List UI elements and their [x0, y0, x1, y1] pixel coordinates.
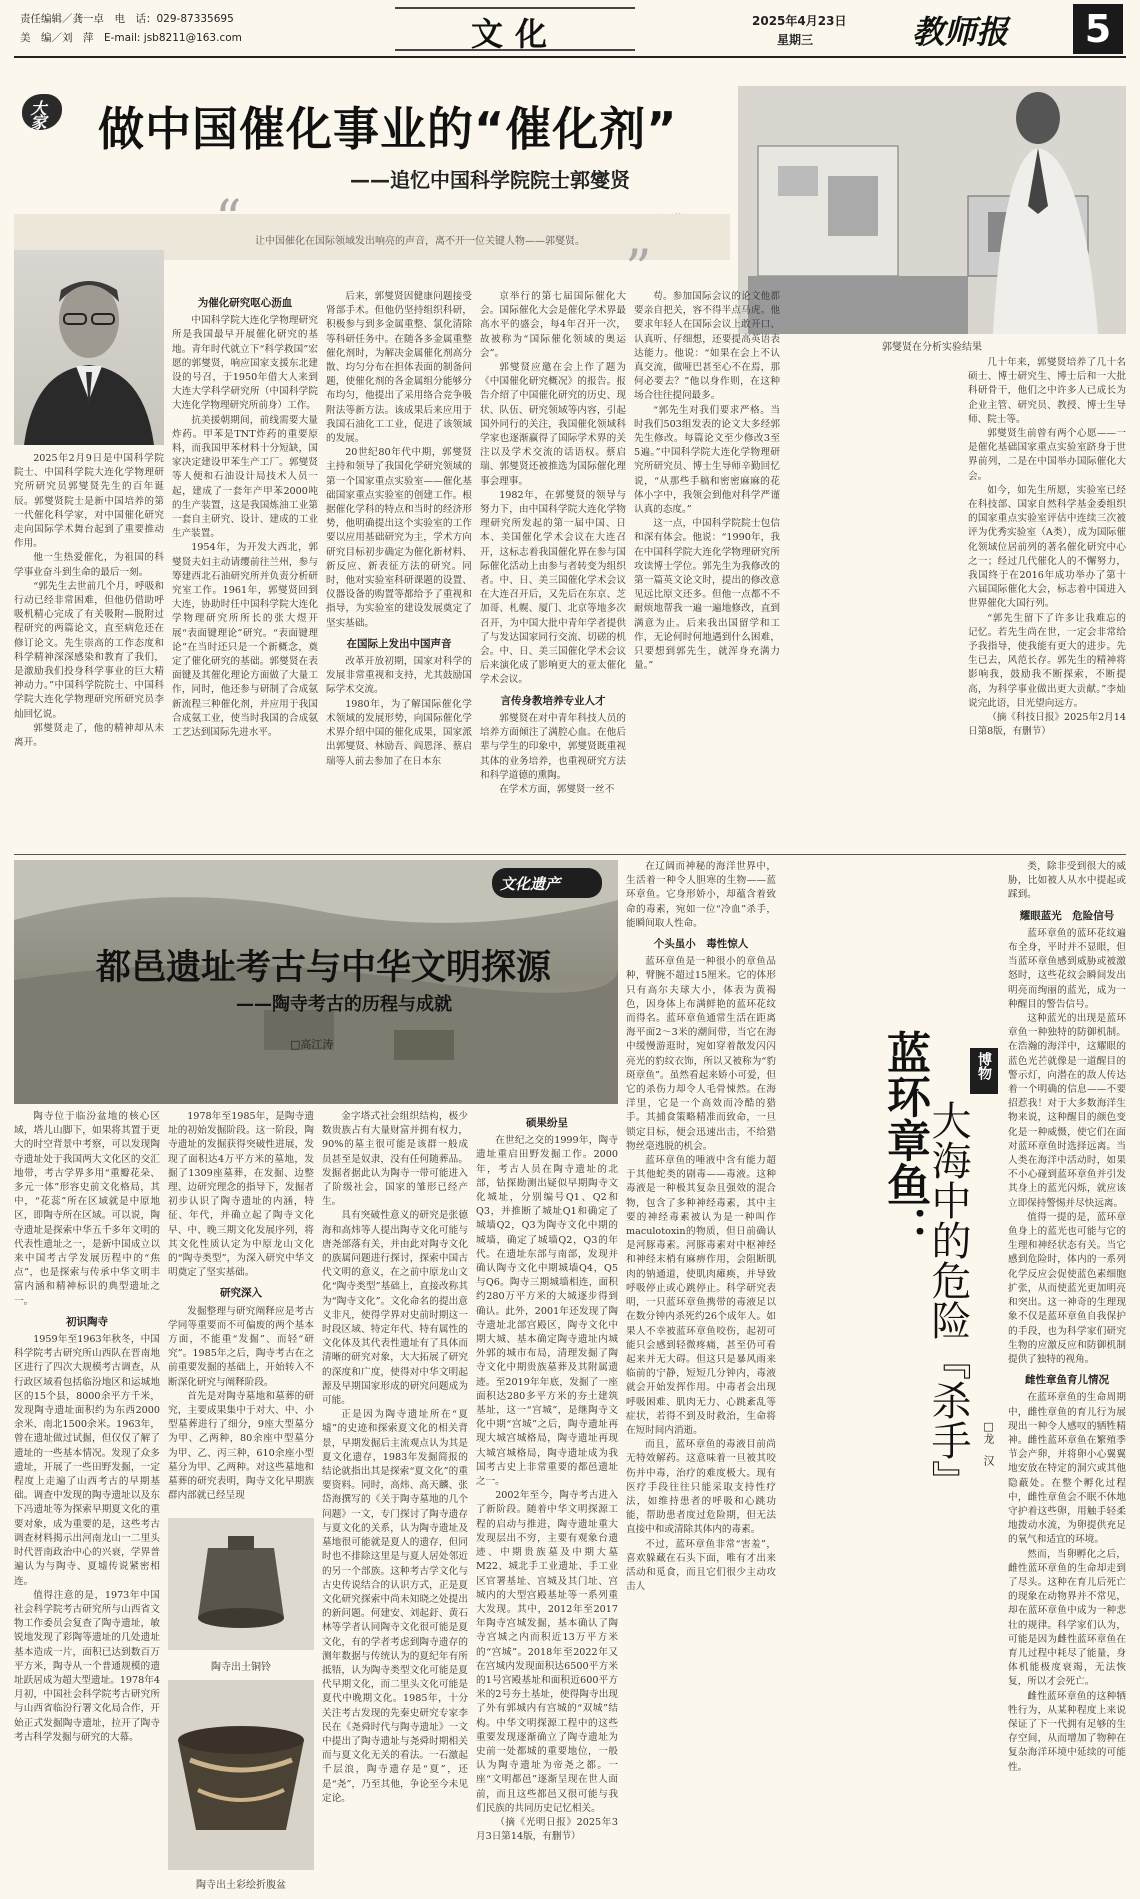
article2-col1	[14, 1110, 160, 1890]
page-number: 5	[1084, 7, 1112, 51]
portrait-photo	[14, 250, 164, 445]
paragraph: 抗美援朝期间，前线需要大量炸药。甲苯是TNT炸药的重要原料，而我国甲苯材料十分短缺，国家决定建设甲苯生产工厂。郭燮贤等人便和石油设计局技术人员一起，建成了一套年产甲苯2000吨的生产装置，这是我国炼油工业第一套自主研究、设计、建成的工业生产装置。	[172, 414, 318, 540]
subheading: 在国际上发出中国声音	[346, 637, 452, 650]
subheading: 初识陶寺	[66, 1315, 108, 1328]
article1-col4	[480, 290, 626, 846]
issue-date: 2025年4月23日	[752, 14, 847, 28]
masthead	[0, 0, 1140, 58]
article2-subtitle: ——陶寺考古的历程与成就	[236, 994, 452, 1015]
paragraph: 蓝环章鱼的蓝环花纹遍布全身，平时并不显眼，但当蓝环章鱼感到威胁或被激怒时，这些花纹会瞬间发出明亮而绚丽的蓝光，成为一种醒目的警告信号。	[1008, 927, 1126, 1010]
paragraph: 在辽阔而神秘的海洋世界中，生活着一种令人胆寒的生物——蓝环章鱼。它身形娇小，却蕴含着致命的毒素，宛如一位“冷血”杀手，能瞬间取人性命。	[626, 861, 776, 929]
lab-photo-caption: 郭燮贤在分析实验结果	[882, 342, 982, 353]
article1-col3	[326, 290, 472, 846]
paragraph: 然而，当卵孵化之后，雌性蓝环章鱼的生命却走到了尽头。这种在育儿后死亡的现象在动物界并不常见，却在蓝环章鱼中成为一种悲壮的规律。科学家们认为，可能是因为雌性蓝环章鱼在育儿过程中耗尽了能量，身体机能极度衰竭，无法恢复，所以才会死亡。	[1008, 1548, 1126, 1688]
subheading: 个头虽小 毒性惊人	[653, 938, 749, 951]
bowu-badge-text: 博物	[976, 1052, 992, 1080]
article1-subtitle: ——追忆中国科学院院士郭燮贤	[350, 168, 630, 192]
paragraph: 中国科学院大连化学物理研究所是我国最早开展催化研究的基地。青年时代就立下“科学救国”宏愿的郭燮贤，响应国家支援东北建设的号召，于1950年借大人来到大连大学科学研究所（中国科学院大连化学物理研究所前身）工作。	[172, 315, 318, 412]
paragraph: 这一点，中国科学院院士包信和深有体会。他说：“1990年，我在中国科学院大连化学物理研究所攻读博士学位。郭先生为我修改的第一篇英文论文时，提出的修改意见远比原文还多。但他一点都不不耐烦地帮我一遍一遍地修改，直到满意为止。后来我出国留学和工作，无论何时何地遇到什么困难，只要想到郭先生，就浑身充满力量。”	[634, 518, 780, 672]
paragraph: 类，除非受到很大的威胁，比如被人从水中提起或踩到。	[1008, 861, 1126, 901]
paragraph: 20世纪80年代中期，郭燮贤主持和领导了我国化学研究领域的第一个国家重点实验室——催化基础国家重点实验室的创建工作。根据催化学科的特点和当时的经济形势，他明确提出这个实验室的工作要以应用基础研究为主，学术方向研究目标初步确定为催化新材料、新反应、新表征方法的研究。同时，他对实验室科研课题的设置、仪器设备的购置等都给予了重视和指导，为实验室的建设发展奠定了坚实基础。	[326, 447, 472, 629]
section-title: 文化	[470, 15, 559, 53]
paragraph: 金字塔式社会组织结构，极少数贵族占有大量财富并拥有权力，90%的墓主很可能是该群一般成员甚至是奴隶，没有任何随葬品。发掘者据此认为陶寺一带可能进入了阶级社会，国家的雏形已经产生。	[322, 1111, 468, 1208]
paragraph: 雌性蓝环章鱼的这种牺牲行为，从某种程度上来说保证了下一代拥有足够的生存空间，从而增加了物种在复杂海洋环境中延续的可能性。	[1008, 1690, 1126, 1773]
issue-weekday: 星期三	[777, 33, 814, 47]
heritage-badge-text: 文化遗产	[500, 875, 561, 893]
subheading: 硕果纷呈	[526, 1117, 568, 1129]
paragraph: 在学术方面，郭燮贤一丝不	[499, 783, 615, 795]
paragraph: 1959年至1963年秋冬，中国科学院考古研究所山西队在晋南地区进行了四次大规模考古调查，从行政区域看包括临汾地区和运城地区的15个县，8000余平方千米，发现陶寺遗址面积约为东西2000余米、南北1500余米。1963年，曾在遗址做过试掘，但仅仅了解了遗址的一些基本情况。发现了众多遗址，开展了一些田野发掘，一定程度上走遍了山西考古的早期基础。调查中发现的陶寺遗址以及东下冯遗址等为探索早期夏文化的重要对象，成为重要的是，这些考古调查材料揭示出河南龙山一二里头时代晋南政治中心的兴衰，学界普遍认为与陶寺、夏墟传说紧密相连。	[14, 1334, 160, 1587]
paragraph: 这种蓝光的出现是蓝环章鱼一种独特的防御机制。在浩瀚的海洋中，这耀眼的蓝色光芒就像是一道醒目的警示灯，向潜在的敌人传达着一个明确的信息——不要招惹我！对于大多数海洋生物来说，这种醒目的颜色变化是一种威慑，使它们在面对蓝环章鱼时选择远离。当人类在海洋中活动时，如果不小心碰到蓝环章鱼并引发其身上的蓝光闪烁，就应该立即保持警惕并尽快远离。	[1008, 1013, 1126, 1209]
editor-line: 责任编辑／龚一卓 电 话：029-87335695	[20, 13, 234, 25]
paragraph: 首先是对陶寺墓地和墓葬的研究，主要成果集中于对大、中、小型墓葬进行了细分，9座大型墓分为甲、乙两种，80余座中型墓分为甲、乙、丙三种，610余座小型墓分为甲、乙两种。对这些墓地和墓葬的研究表明，陶寺文化早期族群内部就已经呈现	[168, 1390, 314, 1502]
paragraph: 蓝环章鱼的唾液中含有能力超于其他蛇类的剧毒——毒液。这种毒液是一种极其复杂且强效的混合物，包含了多种神经毒素，其中主要的神经毒素被认为是一种叫作maculotoxin的物质，但日前确认是河豚毒素。河豚毒素对中枢神经和神经末梢有麻痹作用，会阻断肌肉的钠通道，使肌肉瘫痪，并导致呼吸停止或心跳停止。科学研究表明，一只蓝环章鱼携带的毒液足以在数分钟内杀死约26个成年人。如果人不幸被蓝环章鱼咬伤，起初可能只会感到轻微疼痛，甚至仍可看起来并无大碍。但这只是暴风雨来临前的宁静，短短几分钟内，毒液就会开始发挥作用。中毒者会出现呼吸困难、肌肉无力、心跳紊乱等症状，若得不到及时救治，生命将在短时间内消逝。	[626, 1155, 776, 1436]
paragraph: 在蓝环章鱼的生命周期中，雌性章鱼的育儿行为展现出一种令人感叹的牺牲精神。雌性蓝环章鱼在繁殖季节会产卵，并将卵小心翼翼地安放在特定的洞穴或其他隐蔽处。在整个孵化过程中，雌性章鱼会不眠不休地守护着这些卵，用触手轻柔地拨动水流，为卵提供充足的氧气和适宜的环境。	[1008, 1392, 1126, 1546]
subheading: 研究深入	[220, 1287, 262, 1300]
paragraph: 正是因为陶寺遗址所在“夏墟”的史迹和探索夏文化的相关背景，早期发掘后主流观点认为其是夏文化遗存，1983年发掘简报的结论就指出其是探索“夏文化”的重要资料。同时，高炜、高天麟、张岱海撰写的《关于陶寺墓地的几个问题》一文，专门探讨了陶寺遗存与夏文化的关系，认为陶寺遗址及墓地很可能就是夏人的遗存，但同时也不排除这里是与夏人居处邻近的另一个部族。这种考古学文化与古史传说结合的认识方式，正是夏文化研究探索中尚未知晓之处提出的新问题。何建安、刘起釪、黄石林等学者认同陶寺文化很可能是夏文化，有的学者考虑到陶寺遗存的测年数据与传统认为的夏纪年有所抵牾，认为陶寺类型文化可能是夏代早期文化，而二里头文化可能是夏代中晚期文化。1985年，十分关注考古发现的先秦史研究专家李民在《尧舜时代与陶寺遗址》一文中提出了陶寺遗址与尧舜时期相关而与夏文化无关的看法。一石激起千层浪，陶寺遗存是“夏”，还是“尧”，乃至其他，争论至今未见定论。	[322, 1409, 468, 1804]
bronze-bell-caption: 陶寺出土铜铃	[211, 1662, 271, 1673]
paragraph: 1980年，为了解国际催化学术领域的发展形势，向国际催化学术界介绍中国的催化成果，国家派出郭燮贤、林励吾、阎恩泽、蔡启瑞等人前去参加了在日本东	[326, 698, 472, 767]
paragraph: 而且，蓝环章鱼的毒液目前尚无特效解药。这意味着一旦被其咬伤并中毒，治疗的难度极大。现有医疗手段往往只能采取支持性疗法，如维持患者的呼吸和心跳功能，帮助患者度过危险期，但无法直接中和或清除其体内的毒素。	[626, 1439, 776, 1536]
paragraph: 郭燮贤应邀在会上作了题为《中国催化研究概况》的报告。报告介绍了中国催化研究的历史、现状、队伍、研究领域等内容，引起国外同行的关注，我国催化领域科学家也逐渐赢得了国际学术界的关注以及学术交流的话语权。蔡启瑞、郭燮贤还被推选为国际催化理事会理事。	[480, 362, 626, 487]
paragraph: 改革开放初期，国家对科学的发展非常重视和支持，尤其鼓励国际学术交流。	[326, 656, 472, 696]
paragraph: 后来，郭燮贤因健康问题接受肾部手术。但他仍坚持组织科研，积极参与到多金属重整、氯化清除等科研任务中。在随各多金属重整催化剂时，为解决金属催化剂高分散、均匀分布在担体表面的制备问题，使催化剂的各金属组分能够分布均匀，他提出了采用络合竞争吸附法等新方法。该成果后来应用于我国石油化工工业，促进了该领域的发展。	[326, 291, 472, 445]
painted-basin-photo	[168, 1680, 314, 1870]
paragraph: 蓝环章鱼是一种很小的章鱼品种，臂腕不超过15厘米。它的体形只有高尔夫球大小，体表为黄褐色，因身体上布满鲜艳的蓝环花纹而得名。蓝环章鱼通常生活在距离海平面2～3米的潮间带，当它在海中缓慢游逛时，宛如穿着散发闪闪亮光的豹纹衣饰，所以又被称为“豹斑章鱼”。虽然看起来娇小可爱，但它的杀伤力却令人毛骨悚然。在海洋里，它是一个高效而冷酷的猎手。其捕食策略精准而致命，一旦锁定目标，便会迅速出击，不给猎物丝毫逃脱的机会。	[626, 956, 776, 1152]
paragraph: 1982年，在郭燮贤的领导与努力下，由中国科学院大连化学物理研究所发起的第一届中国、日本、美国催化学术会议在大连召开，这标志着我国催化界在参与国际催化活动上由参与者转变为组织者。中、日、美三国催化学术会议在大连召开后，又先后在东京、芝加哥、札幌、厦门、北京等地多次召开，为中国大批中青年学者提供了与发达国家同行交流、切磋的机会。中、日、美三国催化学术会议后来演化成了影响更大的亚太催化学术会议。	[480, 489, 626, 686]
bell-shape	[168, 1518, 314, 1650]
pull-quote: 让中国催化在国际领域发出响亮的声音，离不开一位关键人物——郭燮贤。	[255, 236, 585, 247]
quote-open-icon: “	[215, 190, 242, 250]
article3-title-main: 蓝环章鱼：	[879, 1030, 930, 1250]
article2-col2	[168, 1110, 314, 1510]
paragraph: 值得注意的是，1973年中国社会科学院考古研究所与山西省文物工作委员会复查了陶寺遗址，敏锐地发现了彩陶等遗址的几处遗址基本造成一片，面积已达到数百万平方米，陶寺从一个普通规模的遗址跃居成为超大型遗址。1978年4月初，中国社会科学院考古研究所与山西省临汾行署文化局合作，开始正式发掘陶寺遗址，拉开了陶寺考古科学发掘与研究的大幕。	[14, 1589, 160, 1743]
bronze-bell-photo	[168, 1518, 314, 1650]
paragraph: 郭燮贤在对中青年科技人员的培养方面倾注了满腔心血。在他后辈与学生的印象中，郭燮贤既重视其体的业务培养，也重视研究方法和科学道德的熏陶。	[480, 712, 626, 781]
badge-text: 大家	[28, 100, 47, 128]
paragraph: 几十年来，郭燮贤培养了几十名硕士、博士研究生、博士后和一大批科研骨干，他们之中许多人已成长为企业主管、研究员、教授、博士生导师、院士等。	[968, 357, 1126, 425]
paragraph: 2025年2月9日是中国科学院院士、中国科学院大连化学物理研究所研究员郭燮贤先生的百年诞辰。郭燮贤院士是新中国培养的第一代催化科学家，对中国催化研究走向国际学术舞台起到了重要推动作用。	[14, 453, 164, 550]
paragraph: 发掘整理与研究阐释应是考古学同等重要而不可偏废的两个基本方面，不能重“发掘”、而轻“研究”。1985年之后，陶寺考古在之前重要发掘的基础上，开始转入不断深化研究与阐释阶段。	[168, 1305, 314, 1388]
painted-basin-caption: 陶寺出土彩绘折腹盆	[196, 1880, 286, 1891]
article1-col2	[172, 290, 318, 846]
article1-col1	[14, 452, 164, 852]
paragraph: “郭先生去世前几个月，呼吸和行动已经非常困难，但他仍借助呼吸机精心完成了有关吸附—脱附过程研究的两篇论文，直至病危还在修订论文。先生崇高的工作态度和科学精神深深感染和教育了我们，是激励我们投身科学事业的巨大精神动力。”中国科学院院士、中国科学院大连化学物理研究所研究员李灿回忆说。	[14, 580, 164, 720]
portrait-figure	[14, 250, 164, 445]
paragraph: 值得一提的是，蓝环章鱼身上的蓝光也可能与它的生理和神经状态有关。当它感到危险时，体内的一系列化学反应会促使蓝色素细胞扩张，从而使蓝光更加明亮和突出。这一神奇的生理现象不仅是蓝环章鱼自我保护的手段，也为科学家们研究生物的应激反应和防御机制提供了独特的视角。	[1008, 1211, 1126, 1365]
paragraph: 郭燮贤生前曾有两个心愿——一是催化基础国家重点实验室跻身于世界前列，二是在中国举办国际催化大会。	[968, 428, 1126, 482]
paper-name: 教师报	[912, 13, 1009, 51]
subheading: 为催化研究呕心沥血	[197, 297, 293, 309]
article1-col6	[968, 356, 1126, 846]
paragraph: 具有突破性意义的研究是张德海和高炜等人提出陶寺文化可能与唐尧部落有关，并由此对陶寺文化的族属问题进行探讨，探索中国古代文明的意义，在之前中原龙山文化“陶寺类型”基础上，直接改称其为“陶寺文化”。文化命名的提出意义非凡，使得学界对史前时期这一时段区域、特定年代、特有属性的文化体及其代表性遗址有了具体而清晰的研究对象，大大拓展了研究的深度和广度，使得对中华文明起源及早期国家形成的研究问题成为可能。	[322, 1210, 468, 1407]
article2-col4	[476, 1110, 618, 1890]
article2-col3	[322, 1110, 468, 1890]
article2-title: 都邑遗址考古与中华文明探源	[96, 948, 552, 988]
dajia-badge	[18, 84, 72, 138]
paragraph: 郭燮贤走了，他的精神却从未离开。	[14, 722, 164, 749]
paragraph: 陶寺位于临汾盆地的核心区域，塔儿山脚下，如果将其置于更大的时空背景中考察，可以发现陶寺遗址处于我国两大文化区的交汇地带，考古学界多用“重瓣花朵、多元一体”形容史前文化格局，其中，“花蕊”所在区域就是中原地区，即陶寺所在区域。可以说，陶寺遗址是探索中华五千多年文明的代表性遗址之一，是新中国成立以来中国考古学发展历程中的“焦点”，也是探索与传承中华文明丰富内涵和精神标识的典型遗址之一。	[14, 1111, 160, 1307]
article1-col5	[634, 290, 780, 846]
lab-photo	[738, 86, 1126, 334]
subheading: 雌性章鱼育儿情况	[1025, 1374, 1109, 1387]
section-divider	[14, 854, 1126, 855]
quote-close-icon: ”	[625, 240, 652, 300]
paragraph: 如今，如先生所愿，实验室已经在科技部、国家自然科学基金委组织的国家重点实验室评估中连续三次被评为优秀实验室（A类），成为国际催化领域位居前列的著名催化研究中心之一；经过几代催化人的不懈努力，我国终于在2016年成功举办了第十六届国际催化大会，标志着中国进入世界催化大国行列。	[968, 484, 1126, 610]
source-note: （摘《科技日报》2025年2月14日第8版，有删节）	[968, 712, 1126, 738]
paragraph: 2002年至今，陶寺考古进入了新阶段。随着中华文明探源工程的启动与推进，陶寺遗址重大发现层出不穷，主要有观象台遗迹、中期贵族墓及中期大墓M22、城北手工业遗址、手工业区官署基址、宫城及其门址、宫城内的大型宫殿基址等一系列重大发现。其中，2012年至2017年陶寺宫城发掘，基本确认了陶寺宫城之内而积近13万平方米的“宫城”。2018年至2022年又在宫城内发现面积达6500平方米的1号宫殿基址和面积近600平方米的2号夯土基址，使得陶寺出现了外有郭城内有宫城的“双城”结构。中华文明探源工程中的这些重要发现逐渐确立了陶寺遗址为史前一处都城的重要地位，一般认为陶寺遗址为帝尧之都。一座“文明都邑”逐渐呈现在世人面前，而且这些都邑又很可能与我们民族的共同历史记忆相关。	[476, 1490, 618, 1814]
basin-shape	[168, 1680, 314, 1870]
paragraph: 1978年至1985年，是陶寺遗址的初始发掘阶段。这一阶段，陶寺遗址的发掘获得突破性进展，发现了面积达4万平方米的墓地，发掘了1309座墓葬，在发掘、边整理、边研究理念的指导下，发掘者初步认识了陶寺遗址的内涵，特征、年代，并确立起了陶寺文化早、中、晚三期文化发展序列，将其文化性质认定为中原龙山文化的“陶寺类型”，为深入研究中华文明奠定了坚实基础。	[168, 1111, 314, 1279]
paragraph: 他一生热爱催化，为祖国的科学事业奋斗到生命的最后一刻。	[14, 552, 164, 578]
article3-title-sub: 大海中的危险『杀手』	[925, 1100, 971, 1500]
paragraph: 不过，蓝环章鱼非常“害羞”，喜欢躲藏在石头下面，唯有才出来活动和觅食，而且它们很少主动攻击人	[626, 1538, 776, 1593]
subheading: 耀眼蓝光 危险信号	[1019, 909, 1115, 922]
paragraph: 1954年，为开发大西北，郭燮贤夫妇主动请缨前往兰州，参与筹建西北石油研究所并负责分析研究室工作。1961年，郭燮贤回到大连，协助时任中国科学院大连化学物理研究所所长的张大煜开展“表面键理论”研究。“表面键理论”在当时还只是一个新概念，奠定了催化研究的基础。郭燮贤在表面键及其催化理论方面做了大量工作，同时，他还参与研制了合成氨新流程三种催化剂，并应用于我国合成氨工业，使当时我国的合成氨工艺达到国际先进水平。	[172, 542, 318, 739]
source-note: （摘《光明日报》2025年3月3日第14版，有删节）	[476, 1816, 618, 1843]
paragraph: 苟。参加国际会议的论文他都要亲自把关，容不得半点马虎。他要求年轻人在国际会议上敢开口、认真听、仔细想，还要提高英语表达能力。他说：“如果在会上不认真交流，做哑巴甚至心不在焉，那何必要去？”他以身作则，在这种场合往往提问最多。	[634, 291, 780, 402]
article2-author: □高江涛	[290, 1038, 334, 1051]
masthead-rule	[14, 56, 1126, 58]
paragraph: “郭先生留下了许多让我难忘的记忆。若先生尚在世，一定会非常给予我指导，使我能有更大的进步。先生已去，风范长存。郭先生的精神将影响我，鼓励我不断探索，不断提高，为科学事业做出更大贡献。”李灿说完此语，目光望向远方。	[968, 612, 1126, 709]
designer-line: 美 编／刘 萍 E-mail: jsb8211@163.com	[20, 32, 242, 44]
lab-scene	[738, 86, 1126, 334]
paragraph: 京举行的第七届国际催化大会。国际催化大会是催化学术界最高水平的盛会，每4年召开一次，故被称为“国际催化领域的奥运会”。	[480, 291, 626, 359]
article1-title: 做中国催化事业的“催化剂”	[98, 102, 678, 156]
article3-col1	[626, 860, 776, 1890]
article3-col2	[1008, 860, 1126, 1890]
paragraph: “郭先生对我们要求严格。当时我们503组发表的论文大多经郭先生修改。每篇论文至少修改3至5遍。”中国科学院大连化学物理研究所研究员、博士生导师辛勤回忆说，“从那些手稿和密密麻麻的花体小字中，我领会到他对科学严谨认真的态度。”	[634, 404, 780, 516]
paragraph: 在世纪之交的1999年，陶寺遗址重启田野发掘工作。2000年，考古人员在陶寺遗址的北部，钻探勘测出疑似早期陶寺文化城址，分别编号Q1、Q2和Q3，并推断了城址Q1和确定了城墙Q2，Q3为陶寺文化中期的城墙，确定了城墙Q2，Q3的年代。在遗址东部与南部，发现并确认陶寺文化中期城墙Q4，Q5与Q6。陶寺三期城墙相连，面积约280万平方米的大城逐步得到确认。此外，2001年还发现了陶寺遗址北部宫殿区，陶寺文化中期大城、基本确定陶寺遗址内城外郭的城市布局，清理发掘了陶寺文化中期贵族墓葬及其附属遗迹。至2019年年底，发掘了一座面积达280多平方米的夯土建筑基址，这一“宫城”，是继陶寺文化中期“宫城”之后，陶寺遗址再现大城宫城格局，陶寺遗址再现大城宫城格局，陶寺遗址成为我国考古史上非常重要的都邑遗址之一。	[476, 1135, 618, 1488]
subheading: 言传身教培养专业人才	[500, 694, 606, 707]
article3-author: □龙 汉	[982, 1420, 995, 1466]
